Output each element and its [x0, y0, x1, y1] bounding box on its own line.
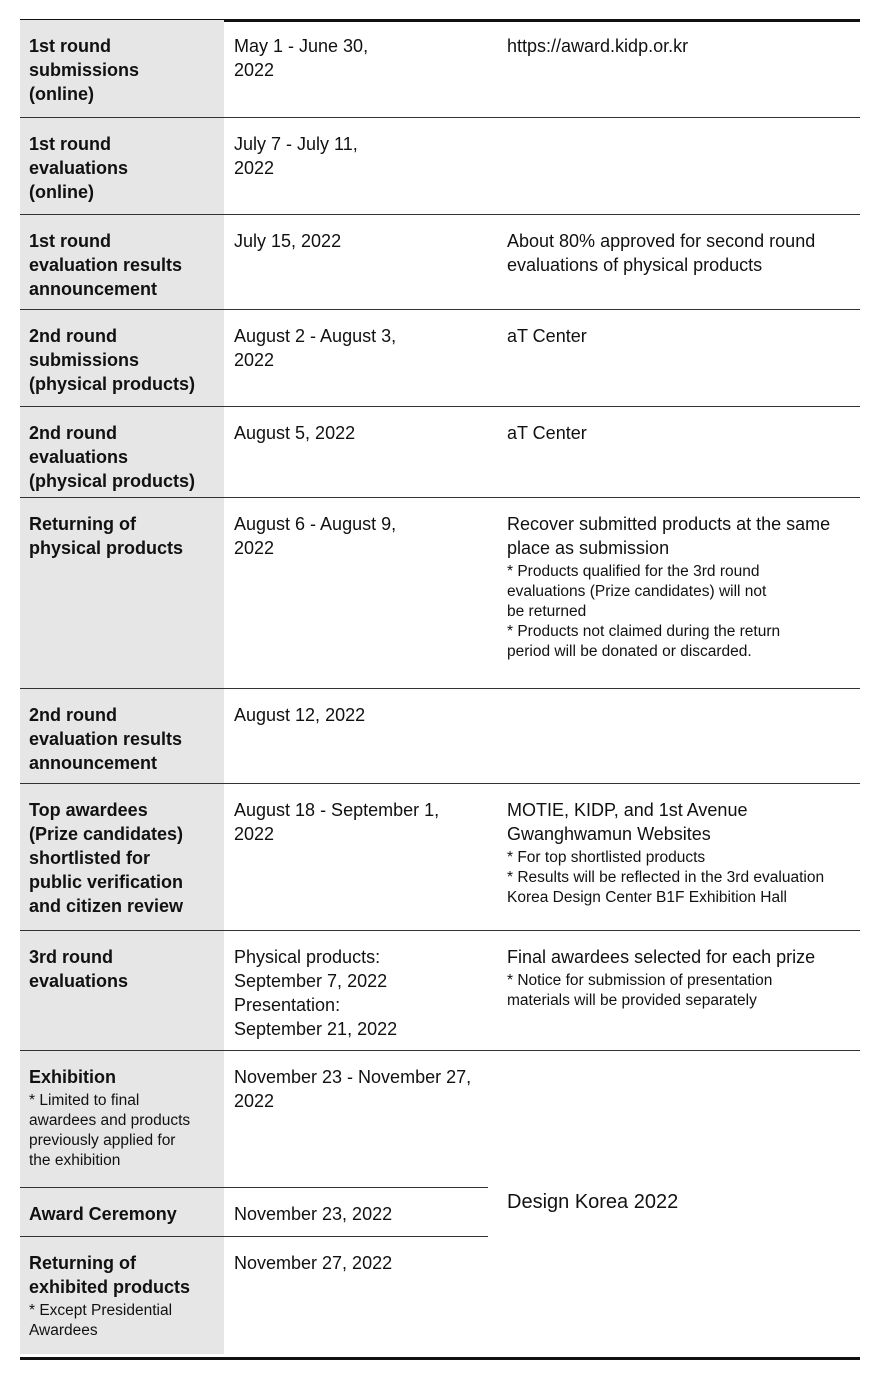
row-note-sub-line: * For top shortlisted products: [507, 848, 706, 866]
row-date-cell: [224, 20, 488, 117]
row-label-line: (physical products): [29, 373, 196, 394]
exhibition-section: [20, 1050, 860, 1354]
row-label-cell: [20, 20, 224, 117]
row-label-line: announcement: [29, 278, 158, 299]
row-date-line: 2022: [234, 60, 275, 80]
row-note: [507, 229, 860, 277]
table-row: [20, 688, 860, 783]
returning-exhibited-label: [29, 1251, 224, 1299]
row-label-line: evaluations: [29, 970, 129, 991]
row-note-cell: [488, 117, 860, 214]
row-note-sub-line: * Notice for submission of presentation: [507, 971, 773, 989]
row-note: [507, 512, 860, 560]
row-note-cell: [488, 406, 860, 497]
row-label: [29, 132, 224, 204]
row-note-line: About 80% approved for second round: [507, 230, 816, 251]
row-label-cell: [20, 688, 224, 783]
row-note-sub: [507, 562, 860, 662]
table-row: [20, 117, 860, 214]
row-note-line: evaluations of physical products: [507, 254, 763, 275]
row-label: [29, 703, 224, 775]
exhibition-label-cell: [20, 1050, 224, 1187]
row-date: [234, 512, 488, 560]
exhibition-sub-line: awardees and products: [29, 1111, 191, 1129]
row-note-cell: [488, 309, 860, 406]
row-note-line: https://award.kidp.or.kr: [507, 36, 689, 56]
row-label-line: public verification: [29, 871, 184, 892]
row-note-line: aT Center: [507, 325, 587, 346]
row-date: [234, 34, 488, 82]
row-label-line: evaluation results: [29, 728, 183, 749]
row-date-line: Physical products:: [234, 946, 381, 967]
row-date-cell: [224, 497, 488, 688]
row-label-line: shortlisted for: [29, 847, 151, 868]
row-label-line: 1st round: [29, 133, 112, 154]
row-note-sub-line: period will be donated or discarded.: [507, 642, 752, 660]
row-label-cell: [20, 117, 224, 214]
row-date-line: September 7, 2022: [234, 970, 388, 991]
row-date-line: July 15, 2022: [234, 230, 342, 251]
schedule-table: [20, 20, 860, 1354]
exhibition-date-line: 2022: [234, 1090, 275, 1111]
row-label-line: announcement: [29, 752, 158, 773]
row-label-line: Returning of: [29, 513, 136, 534]
row-date-line: August 5, 2022: [234, 422, 356, 443]
row-label-cell: [20, 214, 224, 309]
row-label: [29, 229, 224, 301]
row-note-sub-line: * Results will be reflected in the 3rd evaluation: [507, 868, 825, 886]
row-label-cell: [20, 783, 224, 930]
table-row: [20, 214, 860, 309]
venue-cell: [488, 1050, 860, 1354]
row-date-line: 2022: [234, 537, 275, 558]
table-row-exhibition: [20, 1050, 860, 1187]
row-label-line: physical products: [29, 537, 184, 558]
row-date-line: August 18 - September 1,: [234, 799, 440, 820]
row-date-cell: [224, 117, 488, 214]
row-note: [507, 324, 860, 348]
row-note-line: aT Center: [507, 422, 587, 443]
row-date-line: July 7 - July 11,: [234, 133, 358, 154]
row-note: [507, 945, 860, 969]
row-label: [29, 421, 224, 493]
row-date: [234, 703, 488, 727]
row-note-cell: [488, 497, 860, 688]
returning-exhibited-label-line: Returning of: [29, 1252, 136, 1273]
row-note-sub: [507, 848, 860, 908]
row-note: [507, 421, 860, 445]
ceremony-label: Award Ceremony: [29, 1203, 177, 1224]
row-date-cell: [224, 930, 488, 1050]
row-label-line: (Prize candidates): [29, 823, 184, 844]
row-label-line: Top awardees: [29, 799, 148, 820]
row-note-sub-line: materials will be provided separately: [507, 991, 757, 1009]
row-label: [29, 34, 224, 106]
exhibition-date-cell: [224, 1050, 488, 1187]
row-note-sub-line: be returned: [507, 602, 587, 620]
table-row: [20, 20, 860, 117]
row-date-cell: [224, 688, 488, 783]
exhibition-date: [234, 1065, 488, 1113]
row-date: [234, 229, 488, 253]
row-note: [507, 798, 860, 846]
returning-exhibited-date-cell: [224, 1236, 488, 1354]
row-date-line: May 1 - June 30,: [234, 36, 369, 56]
returning-exhibited-sub: [29, 1301, 224, 1341]
row-date-line: September 21, 2022: [234, 1018, 398, 1039]
row-date-line: August 12, 2022: [234, 704, 366, 725]
row-date-line: 2022: [234, 349, 275, 370]
row-date-cell: [224, 783, 488, 930]
ceremony-date: November 23, 2022: [234, 1203, 393, 1224]
table-row: [20, 783, 860, 930]
exhibition-sub-line: previously applied for: [29, 1131, 176, 1149]
row-label-line: submissions: [29, 349, 140, 370]
returning-exhibited-label-cell: [20, 1236, 224, 1354]
row-note-cell: [488, 783, 860, 930]
row-label-cell: [20, 309, 224, 406]
row-label: [29, 324, 224, 396]
row-label-line: (physical products): [29, 470, 196, 491]
row-note-sub-line: Korea Design Center B1F Exhibition Hall: [507, 888, 787, 906]
row-date-line: Presentation:: [234, 994, 341, 1015]
schedule-rows: [20, 20, 860, 1050]
row-label-line: and citizen review: [29, 895, 184, 916]
row-label: [29, 945, 224, 993]
row-note-sub-line: * Products not claimed during the return: [507, 622, 781, 640]
row-label-line: (online): [29, 84, 94, 104]
returning-exhibited-sub-line: Awardees: [29, 1321, 98, 1339]
row-note-line: Final awardees selected for each prize: [507, 946, 816, 967]
row-date: [234, 945, 488, 1041]
row-label-line: 3rd round: [29, 946, 113, 967]
ceremony-date-cell: [224, 1187, 488, 1236]
exhibition-sub-line: the exhibition: [29, 1151, 121, 1169]
row-note-line: place as submission: [507, 537, 670, 558]
row-note-line: MOTIE, KIDP, and 1st Avenue: [507, 799, 748, 820]
row-note-line: Recover submitted products at the same: [507, 513, 831, 534]
exhibition-sub: [29, 1091, 224, 1171]
row-date-cell: [224, 309, 488, 406]
table-row: [20, 406, 860, 497]
row-label-line: evaluations: [29, 157, 129, 178]
returning-exhibited-date: November 27, 2022: [234, 1252, 393, 1273]
row-note-sub-line: * Products qualified for the 3rd round: [507, 562, 760, 580]
exhibition-sub-line: * Limited to final: [29, 1091, 140, 1109]
row-label-cell: [20, 497, 224, 688]
row-label-line: 1st round: [29, 230, 112, 251]
row-label: [29, 798, 224, 918]
row-label-line: 2nd round: [29, 422, 117, 443]
row-date: [234, 798, 488, 846]
exhibition-label: Exhibition: [29, 1066, 116, 1087]
row-label-line: evaluations: [29, 446, 129, 467]
row-date-line: 2022: [234, 157, 275, 178]
row-note-line: Gwanghwamun Websites: [507, 823, 711, 844]
row-date-cell: [224, 214, 488, 309]
row-label-line: evaluation results: [29, 254, 183, 275]
ceremony-label-cell: [20, 1187, 224, 1236]
row-note-sub: [507, 971, 860, 1011]
venue-text: Design Korea 2022: [507, 1191, 679, 1214]
row-label-line: 1st round: [29, 36, 112, 56]
table-row: [20, 930, 860, 1050]
row-note-cell: [488, 688, 860, 783]
row-date-line: August 6 - August 9,: [234, 513, 397, 534]
row-note: [507, 34, 860, 58]
row-label-line: 2nd round: [29, 325, 117, 346]
row-label-cell: [20, 406, 224, 497]
table-row: [20, 309, 860, 406]
returning-exhibited-sub-line: * Except Presidential: [29, 1301, 173, 1319]
exhibition-date-line: November 23 - November 27,: [234, 1066, 472, 1087]
row-date: [234, 324, 488, 372]
row-note-cell: [488, 930, 860, 1050]
row-date-line: 2022: [234, 823, 275, 844]
row-label-cell: [20, 930, 224, 1050]
row-date: [234, 132, 488, 180]
returning-exhibited-label-line: exhibited products: [29, 1276, 191, 1297]
row-note-cell: [488, 20, 860, 117]
row-note-cell: [488, 214, 860, 309]
row-label-line: (online): [29, 181, 94, 202]
table-row: [20, 497, 860, 688]
row-date: [234, 421, 488, 445]
table-bottom-rule: [20, 1357, 860, 1360]
row-label-line: 2nd round: [29, 704, 117, 725]
row-label-line: submissions: [29, 60, 140, 80]
row-date-cell: [224, 406, 488, 497]
row-date-line: August 2 - August 3,: [234, 325, 397, 346]
row-label: [29, 512, 224, 560]
row-note-sub-line: evaluations (Prize candidates) will not: [507, 582, 767, 600]
